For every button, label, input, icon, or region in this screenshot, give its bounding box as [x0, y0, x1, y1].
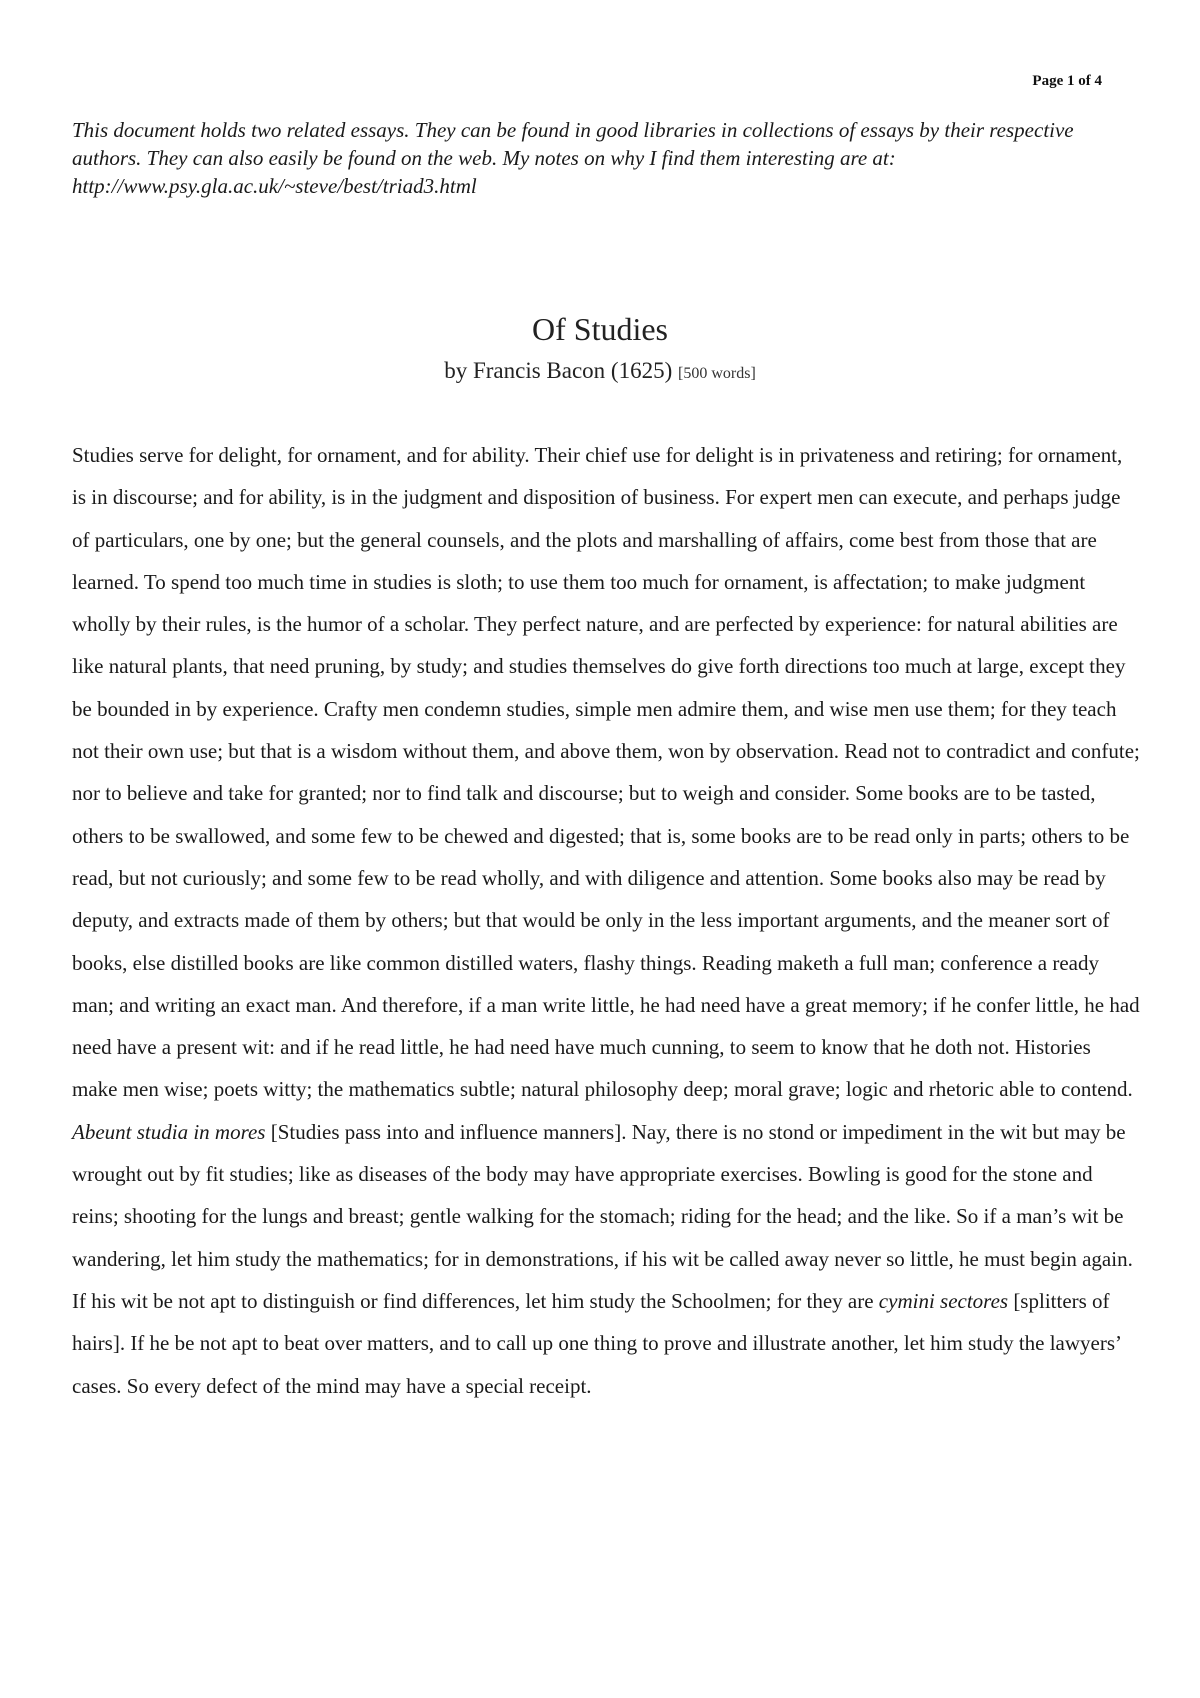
- intro-note: This document holds two related essays. They can be found in good libraries in collections of essays by their respective authors. They can also easily be found on the web. My notes on why I find them interesting are at: http://www.psy.gla.ac.uk/~steve/best/triad3.html: [72, 118, 1074, 198]
- author-line: by Francis Bacon (1625): [444, 358, 673, 383]
- essay-text-part-3: [splitters of hairs]. If he be not apt to beat over matters, and to call up one thing to prove and illustrate another, let him study the lawyers’ cases. So every defect of the mind may have a special receipt.: [72, 1288, 1121, 1398]
- essay-title: Of Studies: [532, 311, 668, 347]
- latin-phrase-cymini: cymini sectores: [878, 1288, 1009, 1313]
- essay-text-part-1: Studies serve for delight, for ornament, and for ability. Their chief use for delight is in privateness and retiring; for ornament, is in discourse; and for ability, is in the judgment and disposition of business. For expert men can execute, and perhaps judge of particulars, one by one; but the general counsels, and the plots and marshalling of affairs, come best from those that are learned. To spend too much time in studies is sloth; to use them too much for ornament, is affectation; to make judgment wholly by their rules, is the humor of a scholar. They perfect nature, and are perfected by experience: for natural abilities are like natural plants, that need pruning, by study; and studies themselves do give forth directions too much at large, except they be bounded in by experience. Crafty men condemn studies, simple men admire them, and wise men use them; for they teach not their own use; but that is a wisdom without them, and above them, won by observation. Read not to contradict and confute; nor to believe and take for granted; nor to find talk and discourse; but to weigh and consider. Some books are to be tasted, others to be swallowed, and some few to be chewed and digested; that is, some books are to be read only in parts; others to be read, but not curiously; and some few to be read wholly, and with diligence and attention. Some books also may be read by deputy, and extracts made of them by others; but that would be only in the less important arguments, and the meaner sort of books, else distilled books are like common distilled waters, flashy things. Reading maketh a full man; conference a ready man; and writing an exact man. And therefore, if a man write little, he had need have a great memory; if he confer little, he had need have a present wit: and if he read little, he had need have much cunning, to seem to know that he doth not. Histories make men wise; poets witty; the mathematics subtle; natural philosophy deep; moral grave; logic and rhetoric able to contend.: [72, 443, 1140, 1102]
- essay-byline: [0, 356, 1200, 389]
- essay-text-part-2: [Studies pass into and influence manners]. Nay, there is no stond or impediment in the wit but may be wrought out by fit studies; like as diseases of the body may have appropriate exercises. Bowling is good for the stone and reins; shooting for the lungs and breast; gentle walking for the stomach; riding for the head; and the like. So if a man’s wit be wandering, let him study the mathematics; for in demonstrations, if his wit be called away never so little, he must begin again. If his wit be not apt to distinguish or find differences, let him study the Schoolmen; for they are: [72, 1119, 1133, 1313]
- essay-body: [72, 434, 1140, 1407]
- page-number: Page 1 of 4: [1032, 73, 1102, 89]
- latin-phrase-abeunt: Abeunt studia in mores: [72, 1119, 266, 1144]
- word-count: [500 words]: [678, 365, 756, 382]
